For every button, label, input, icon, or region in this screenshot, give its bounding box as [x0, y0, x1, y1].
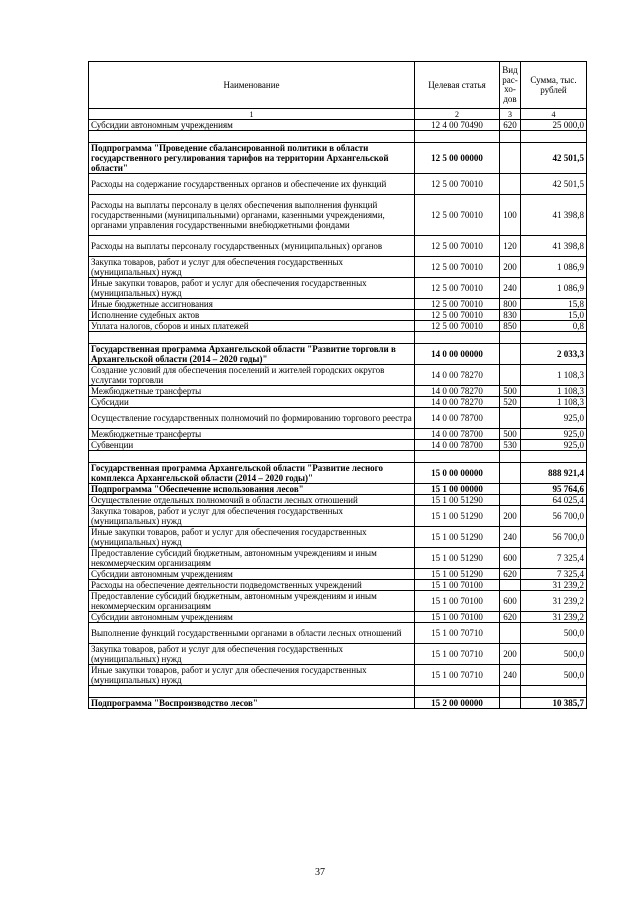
name-cell: Иные закупки товаров, работ и услуг для обеспечения государственных (муниципальных) нужд: [89, 527, 415, 548]
table-row: [89, 299, 587, 310]
table-row: [89, 174, 587, 195]
budget-table-body: [89, 62, 587, 709]
empty-cell: [415, 686, 500, 698]
name-cell: Предоставление субсидий бюджетным, автономным учреждениям и иным некоммерческим организациям: [89, 548, 415, 569]
code-cell: 12 5 00 70010: [415, 278, 500, 299]
empty-cell: [500, 451, 521, 463]
type-cell: 600: [500, 548, 521, 569]
code-cell: 15 0 00 00000: [415, 463, 500, 484]
code-cell: 15 1 00 51290: [415, 527, 500, 548]
sum-cell: 7 325,4: [521, 569, 587, 580]
code-cell: 15 1 00 70100: [415, 612, 500, 623]
name-cell: Субсидии автономным учреждениям: [89, 569, 415, 580]
page-number: 37: [315, 867, 325, 878]
table-row: [89, 143, 587, 174]
type-cell: 200: [500, 257, 521, 278]
column-number: 1: [89, 109, 415, 120]
empty-cell: [415, 451, 500, 463]
type-cell: [500, 365, 521, 386]
sum-cell: 2 033,3: [521, 344, 587, 365]
table-row: [89, 580, 587, 591]
table-row: [89, 612, 587, 623]
empty-cell: [89, 451, 415, 463]
name-cell: Предоставление субсидий бюджетным, автономным учреждениям и иным некоммерческим организациям: [89, 591, 415, 612]
name-cell: Расходы на выплаты персоналу в целях обеспечения выполнения функций государственными (муниципальными) органами, казенными учреждениями, органами управления государственными внебюджетными фондами: [89, 195, 415, 236]
type-cell: 200: [500, 506, 521, 527]
type-cell: 520: [500, 397, 521, 408]
name-cell: Государственная программа Архангельской области "Развитие торговли в Архангельской области (2014 – 2020 годы)": [89, 344, 415, 365]
sum-cell: 500,0: [521, 665, 587, 686]
table-row: [89, 365, 587, 386]
type-cell: 500: [500, 429, 521, 440]
name-cell: Субвенции: [89, 440, 415, 451]
type-cell: [500, 484, 521, 495]
type-cell: [500, 495, 521, 506]
table-row: [89, 278, 587, 299]
name-cell: Уплата налогов, сборов и иных платежей: [89, 321, 415, 332]
header-sum: Сумма, тыс. рублей: [521, 62, 587, 109]
table-row: [89, 623, 587, 644]
sum-cell: 15,8: [521, 299, 587, 310]
code-cell: 12 5 00 70010: [415, 174, 500, 195]
type-cell: 800: [500, 299, 521, 310]
name-cell: Расходы на обеспечение деятельности подведомственных учреждений: [89, 580, 415, 591]
table-row: [89, 236, 587, 257]
name-cell: Закупка товаров, работ и услуг для обеспечения государственных (муниципальных) нужд: [89, 644, 415, 665]
table-row: [89, 257, 587, 278]
type-cell: [500, 463, 521, 484]
spacer-row: [89, 451, 587, 463]
code-cell: 14 0 00 78270: [415, 386, 500, 397]
name-cell: Создание условий для обеспечения поселений и жителей городских округов услугами торговли: [89, 365, 415, 386]
sum-cell: 1 108,3: [521, 386, 587, 397]
table-row: [89, 495, 587, 506]
empty-cell: [521, 332, 587, 344]
type-cell: [500, 580, 521, 591]
sum-cell: 15,0: [521, 310, 587, 321]
name-cell: Субсидии: [89, 397, 415, 408]
table-row: [89, 408, 587, 429]
type-cell: [500, 623, 521, 644]
sum-cell: 925,0: [521, 408, 587, 429]
header-type: Вид рас- хо- дов: [500, 62, 521, 109]
type-cell: 620: [500, 120, 521, 131]
empty-cell: [415, 332, 500, 344]
code-cell: 14 0 00 00000: [415, 344, 500, 365]
table-row: [89, 591, 587, 612]
spacer-row: [89, 332, 587, 344]
sum-cell: 1 108,3: [521, 397, 587, 408]
code-cell: 15 1 00 70710: [415, 665, 500, 686]
sum-cell: 56 700,0: [521, 506, 587, 527]
type-cell: 240: [500, 665, 521, 686]
name-cell: Субсидии автономным учреждениям: [89, 612, 415, 623]
name-cell: Закупка товаров, работ и услуг для обеспечения государственных (муниципальных) нужд: [89, 506, 415, 527]
sum-cell: 31 239,2: [521, 591, 587, 612]
header-code: Целевая статья: [415, 62, 500, 109]
sum-cell: 7 325,4: [521, 548, 587, 569]
name-cell: Подпрограмма "Проведение сбалансированной политики в области государственного регулирования тарифов на территории Архангельской области": [89, 143, 415, 174]
code-cell: 12 5 00 70010: [415, 195, 500, 236]
table-row: [89, 548, 587, 569]
table-row: [89, 698, 587, 709]
sum-cell: 1 086,9: [521, 278, 587, 299]
type-cell: 620: [500, 612, 521, 623]
column-number: 3: [500, 109, 521, 120]
code-cell: 14 0 00 78700: [415, 408, 500, 429]
name-cell: Межбюджетные трансферты: [89, 386, 415, 397]
code-cell: 12 4 00 70490: [415, 120, 500, 131]
table-row: [89, 644, 587, 665]
table-row: [89, 665, 587, 686]
table-row: [89, 397, 587, 408]
type-cell: [500, 698, 521, 709]
empty-cell: [89, 332, 415, 344]
code-cell: 12 5 00 70010: [415, 310, 500, 321]
empty-cell: [521, 686, 587, 698]
table-row: [89, 195, 587, 236]
name-cell: Межбюджетные трансферты: [89, 429, 415, 440]
sum-cell: 64 025,4: [521, 495, 587, 506]
code-cell: 15 1 00 70100: [415, 580, 500, 591]
code-cell: 12 5 00 70010: [415, 299, 500, 310]
type-cell: 600: [500, 591, 521, 612]
code-cell: 14 0 00 78700: [415, 440, 500, 451]
table-row: [89, 321, 587, 332]
table-row: [89, 310, 587, 321]
type-cell: [500, 408, 521, 429]
name-cell: Субсидии автономным учреждениям: [89, 120, 415, 131]
code-cell: 12 5 00 70010: [415, 321, 500, 332]
table-row: [89, 386, 587, 397]
code-cell: 12 5 00 00000: [415, 143, 500, 174]
name-cell: Расходы на выплаты персоналу государственных (муниципальных) органов: [89, 236, 415, 257]
budget-table: [88, 61, 587, 709]
code-cell: 15 1 00 70100: [415, 591, 500, 612]
empty-cell: [500, 131, 521, 143]
code-cell: 15 1 00 70710: [415, 644, 500, 665]
name-cell: Расходы на содержание государственных органов и обеспечение их функций: [89, 174, 415, 195]
column-number: 2: [415, 109, 500, 120]
sum-cell: 31 239,2: [521, 580, 587, 591]
table-row: [89, 527, 587, 548]
code-cell: 14 0 00 78700: [415, 429, 500, 440]
sum-cell: 41 398,8: [521, 195, 587, 236]
column-number: 4: [521, 109, 587, 120]
sum-cell: 500,0: [521, 623, 587, 644]
sum-cell: 10 385,7: [521, 698, 587, 709]
table-header-row: [89, 62, 587, 109]
type-cell: 200: [500, 644, 521, 665]
sum-cell: 1 108,3: [521, 365, 587, 386]
table-row: [89, 429, 587, 440]
table-row: [89, 506, 587, 527]
code-cell: 12 5 00 70010: [415, 236, 500, 257]
sum-cell: 925,0: [521, 440, 587, 451]
type-cell: 830: [500, 310, 521, 321]
spacer-row: [89, 131, 587, 143]
name-cell: Исполнение судебных актов: [89, 310, 415, 321]
code-cell: 15 1 00 00000: [415, 484, 500, 495]
name-cell: Закупка товаров, работ и услуг для обеспечения государственных (муниципальных) нужд: [89, 257, 415, 278]
type-cell: 850: [500, 321, 521, 332]
sum-cell: 42 501,5: [521, 143, 587, 174]
type-cell: 500: [500, 386, 521, 397]
sum-cell: 25 000,0: [521, 120, 587, 131]
name-cell: Подпрограмма "Воспроизводство лесов": [89, 698, 415, 709]
header-name: Наименование: [89, 62, 415, 109]
code-cell: 15 1 00 51290: [415, 548, 500, 569]
sum-cell: 31 239,2: [521, 612, 587, 623]
empty-cell: [521, 131, 587, 143]
sum-cell: 56 700,0: [521, 527, 587, 548]
type-cell: 620: [500, 569, 521, 580]
code-cell: 15 1 00 51290: [415, 569, 500, 580]
empty-cell: [500, 332, 521, 344]
sum-cell: 95 764,6: [521, 484, 587, 495]
type-cell: 120: [500, 236, 521, 257]
code-cell: 14 0 00 78270: [415, 365, 500, 386]
table-row: [89, 344, 587, 365]
sum-cell: 925,0: [521, 429, 587, 440]
code-cell: 15 2 00 00000: [415, 698, 500, 709]
empty-cell: [89, 131, 415, 143]
empty-cell: [500, 686, 521, 698]
sum-cell: 500,0: [521, 644, 587, 665]
table-row: [89, 120, 587, 131]
sum-cell: 41 398,8: [521, 236, 587, 257]
table-row: [89, 463, 587, 484]
sum-cell: 1 086,9: [521, 257, 587, 278]
code-cell: 15 1 00 51290: [415, 495, 500, 506]
table-row: [89, 440, 587, 451]
name-cell: Иные закупки товаров, работ и услуг для обеспечения государственных (муниципальных) нужд: [89, 665, 415, 686]
code-cell: 15 1 00 70710: [415, 623, 500, 644]
name-cell: Государственная программа Архангельской области "Развитие лесного комплекса Архангельской области (2014 – 2020 годы)": [89, 463, 415, 484]
type-cell: [500, 174, 521, 195]
column-number-row: [89, 109, 587, 120]
empty-cell: [89, 686, 415, 698]
type-cell: [500, 344, 521, 365]
empty-cell: [521, 451, 587, 463]
type-cell: 240: [500, 527, 521, 548]
code-cell: 14 0 00 78270: [415, 397, 500, 408]
code-cell: 15 1 00 51290: [415, 506, 500, 527]
name-cell: Подпрограмма "Обеспечение использования лесов": [89, 484, 415, 495]
sum-cell: 888 921,4: [521, 463, 587, 484]
name-cell: Осуществление государственных полномочий по формированию торгового реестра: [89, 408, 415, 429]
table-row: [89, 569, 587, 580]
type-cell: 530: [500, 440, 521, 451]
type-cell: 100: [500, 195, 521, 236]
name-cell: Осуществление отдельных полномочий в области лесных отношений: [89, 495, 415, 506]
name-cell: Выполнение функций государственными органами в области лесных отношений: [89, 623, 415, 644]
name-cell: Иные бюджетные ассигнования: [89, 299, 415, 310]
table-row: [89, 484, 587, 495]
spacer-row: [89, 686, 587, 698]
sum-cell: 0,8: [521, 321, 587, 332]
type-cell: [500, 143, 521, 174]
code-cell: 12 5 00 70010: [415, 257, 500, 278]
type-cell: 240: [500, 278, 521, 299]
sum-cell: 42 501,5: [521, 174, 587, 195]
name-cell: Иные закупки товаров, работ и услуг для обеспечения государственных (муниципальных) нужд: [89, 278, 415, 299]
empty-cell: [415, 131, 500, 143]
